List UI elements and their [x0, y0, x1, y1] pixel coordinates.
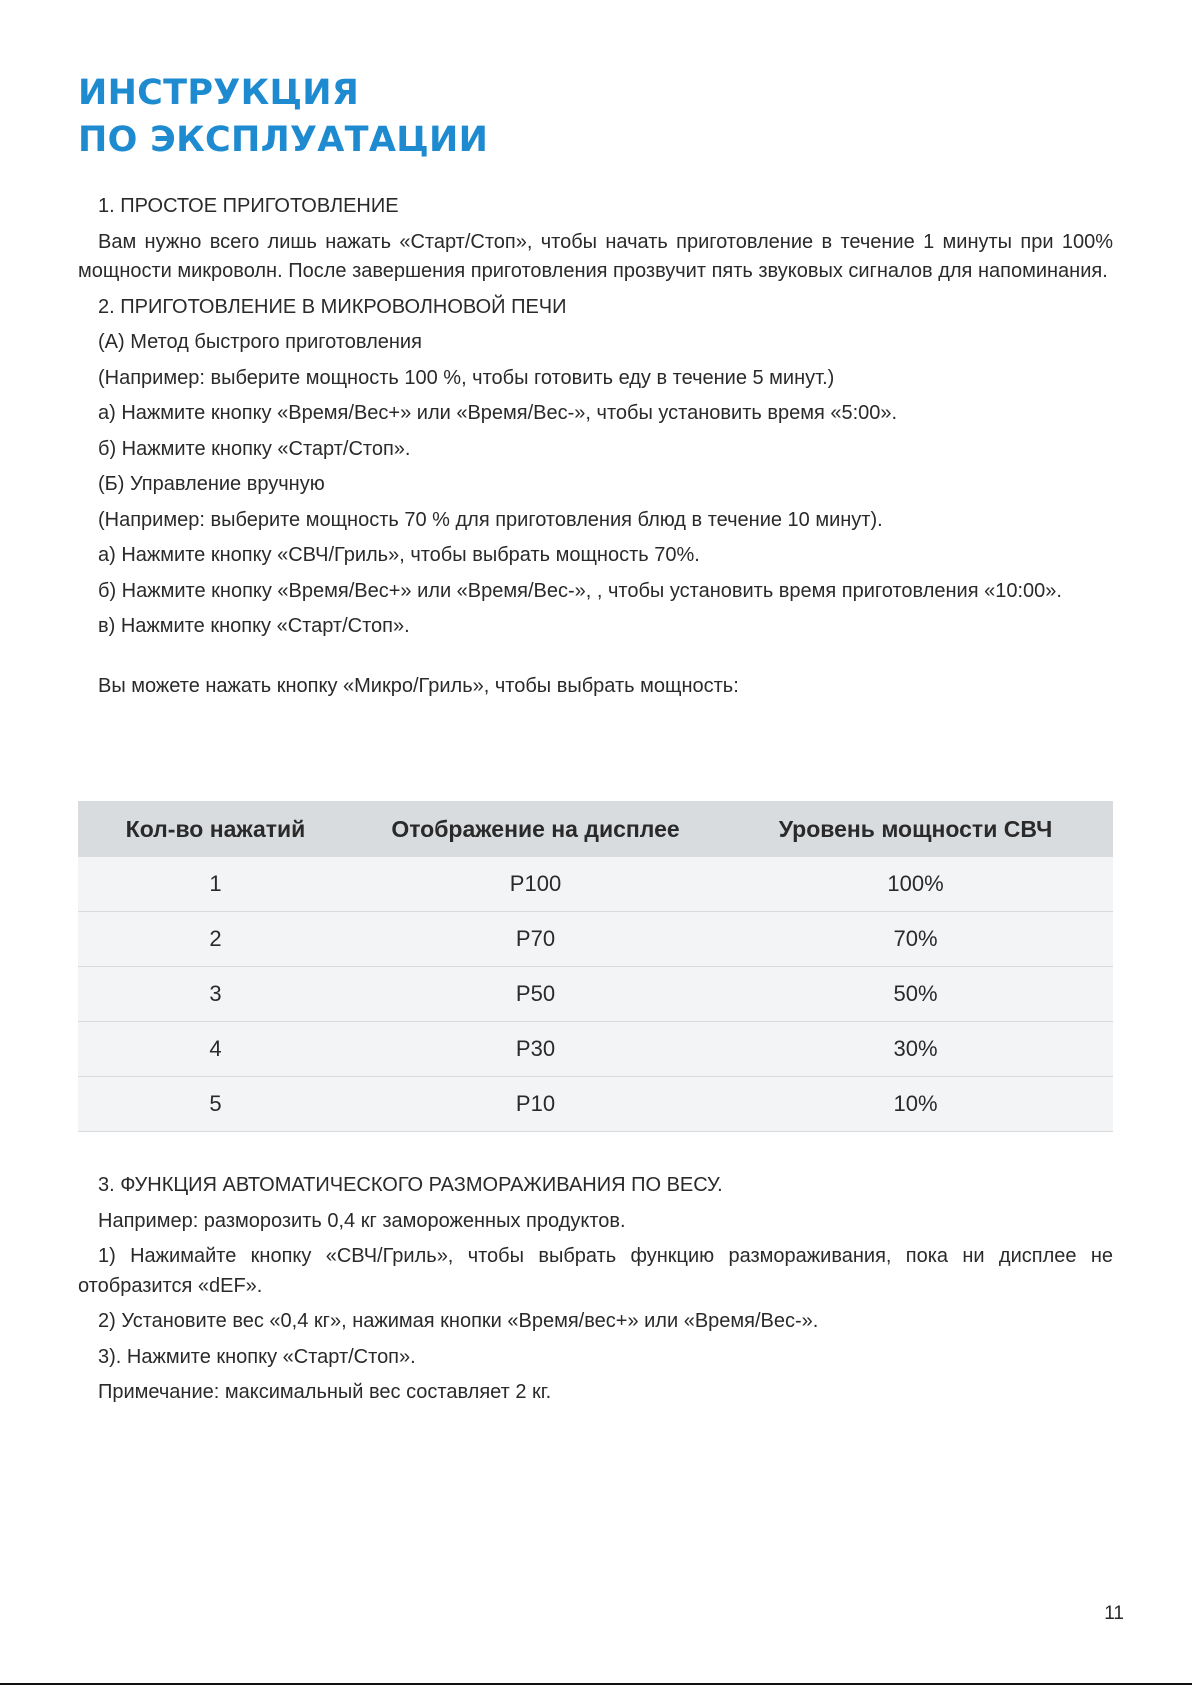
table-row	[78, 857, 1113, 912]
section3-step-3: 3). Нажмите кнопку «Старт/Стоп».	[98, 1345, 416, 1368]
cell-presses: 1	[78, 857, 353, 912]
cell-presses: 3	[78, 967, 353, 1022]
quick-method-step-a: а) Нажмите кнопку «Время/Вес+» или «Время/Вес-», чтобы установить время «5:00».	[98, 402, 898, 424]
instructions-body	[78, 192, 1113, 701]
manual-method-step-b: б) Нажмите кнопку «Время/Вес+» или «Время/Вес-», , чтобы установить время приготовления «10:00».	[98, 579, 1062, 602]
header-display: Отображение на дисплее	[353, 801, 718, 857]
section3-step-1: 1) Нажимайте кнопку «СВЧ/Гриль», чтобы выбрать функцию размораживания, пока ни дисплее не отобразится «dEF».	[78, 1245, 1113, 1297]
cell-display: P10	[353, 1077, 718, 1132]
defrost-section	[78, 1171, 1113, 1408]
header-power-level: Уровень мощности СВЧ	[718, 801, 1113, 857]
cell-display: P70	[353, 912, 718, 967]
table-header-row	[78, 801, 1113, 857]
section3-example: Например: разморозить 0,4 кг замороженных продуктов.	[98, 1209, 626, 1232]
cell-power: 30%	[718, 1022, 1113, 1077]
table-row	[78, 967, 1113, 1022]
table-row	[78, 912, 1113, 967]
cell-display: P100	[353, 857, 718, 912]
title-line-2: ПО ЭКСПЛУАТАЦИИ	[78, 120, 489, 160]
power-level-table	[78, 801, 1113, 1132]
cell-presses: 2	[78, 912, 353, 967]
quick-method-step-b: б) Нажмите кнопку «Старт/Стоп».	[98, 437, 411, 460]
manual-method-heading: (Б) Управление вручную	[98, 473, 325, 495]
cell-power: 50%	[718, 967, 1113, 1022]
section3-step-2: 2) Установите вес «0,4 кг», нажимая кнопки «Время/вес+» или «Время/Вес-».	[98, 1310, 819, 1332]
table-row	[78, 1077, 1113, 1132]
cell-display: P30	[353, 1022, 718, 1077]
page-title	[78, 70, 488, 164]
section3-heading: 3. ФУНКЦИЯ АВТОМАТИЧЕСКОГО РАЗМОРАЖИВАНИЯ ПО ВЕСУ.	[98, 1174, 723, 1196]
section3-note: Примечание: максимальный вес составляет 2 кг.	[98, 1381, 552, 1403]
manual-method-step-a: а) Нажмите кнопку «СВЧ/Гриль», чтобы выбрать мощность 70%.	[98, 544, 700, 566]
quick-method-example: (Например: выберите мощность 100 %, чтобы готовить еду в течение 5 минут.)	[98, 366, 835, 389]
cell-power: 10%	[718, 1077, 1113, 1132]
table-intro: Вы можете нажать кнопку «Микро/Гриль», чтобы выбрать мощность:	[98, 674, 739, 697]
cell-power: 100%	[718, 857, 1113, 912]
cell-presses: 4	[78, 1022, 353, 1077]
section2-heading: 2. ПРИГОТОВЛЕНИЕ В МИКРОВОЛНОВОЙ ПЕЧИ	[98, 295, 567, 318]
manual-method-step-c: в) Нажмите кнопку «Старт/Стоп».	[98, 615, 410, 637]
page-number: 11	[1104, 1603, 1124, 1624]
cell-display: P50	[353, 967, 718, 1022]
title-line-1: ИНСТРУКЦИЯ	[78, 73, 360, 113]
header-presses: Кол-во нажатий	[78, 801, 353, 857]
cell-presses: 5	[78, 1077, 353, 1132]
manual-method-example: (Например: выберите мощность 70 % для приготовления блюд в течение 10 минут).	[98, 508, 883, 531]
quick-method-heading: (А) Метод быстрого приготовления	[98, 331, 422, 353]
section1-text: Вам нужно всего лишь нажать «Старт/Стоп», чтобы начать приготовление в течение 1 минуты при 100% мощности микроволн. После завершения приготовления прозвучит пять звуковых сигналов для напоминания.	[78, 230, 1113, 282]
table-row	[78, 1022, 1113, 1077]
cell-power: 70%	[718, 912, 1113, 967]
section1-heading: 1. ПРОСТОЕ ПРИГОТОВЛЕНИЕ	[98, 195, 399, 217]
